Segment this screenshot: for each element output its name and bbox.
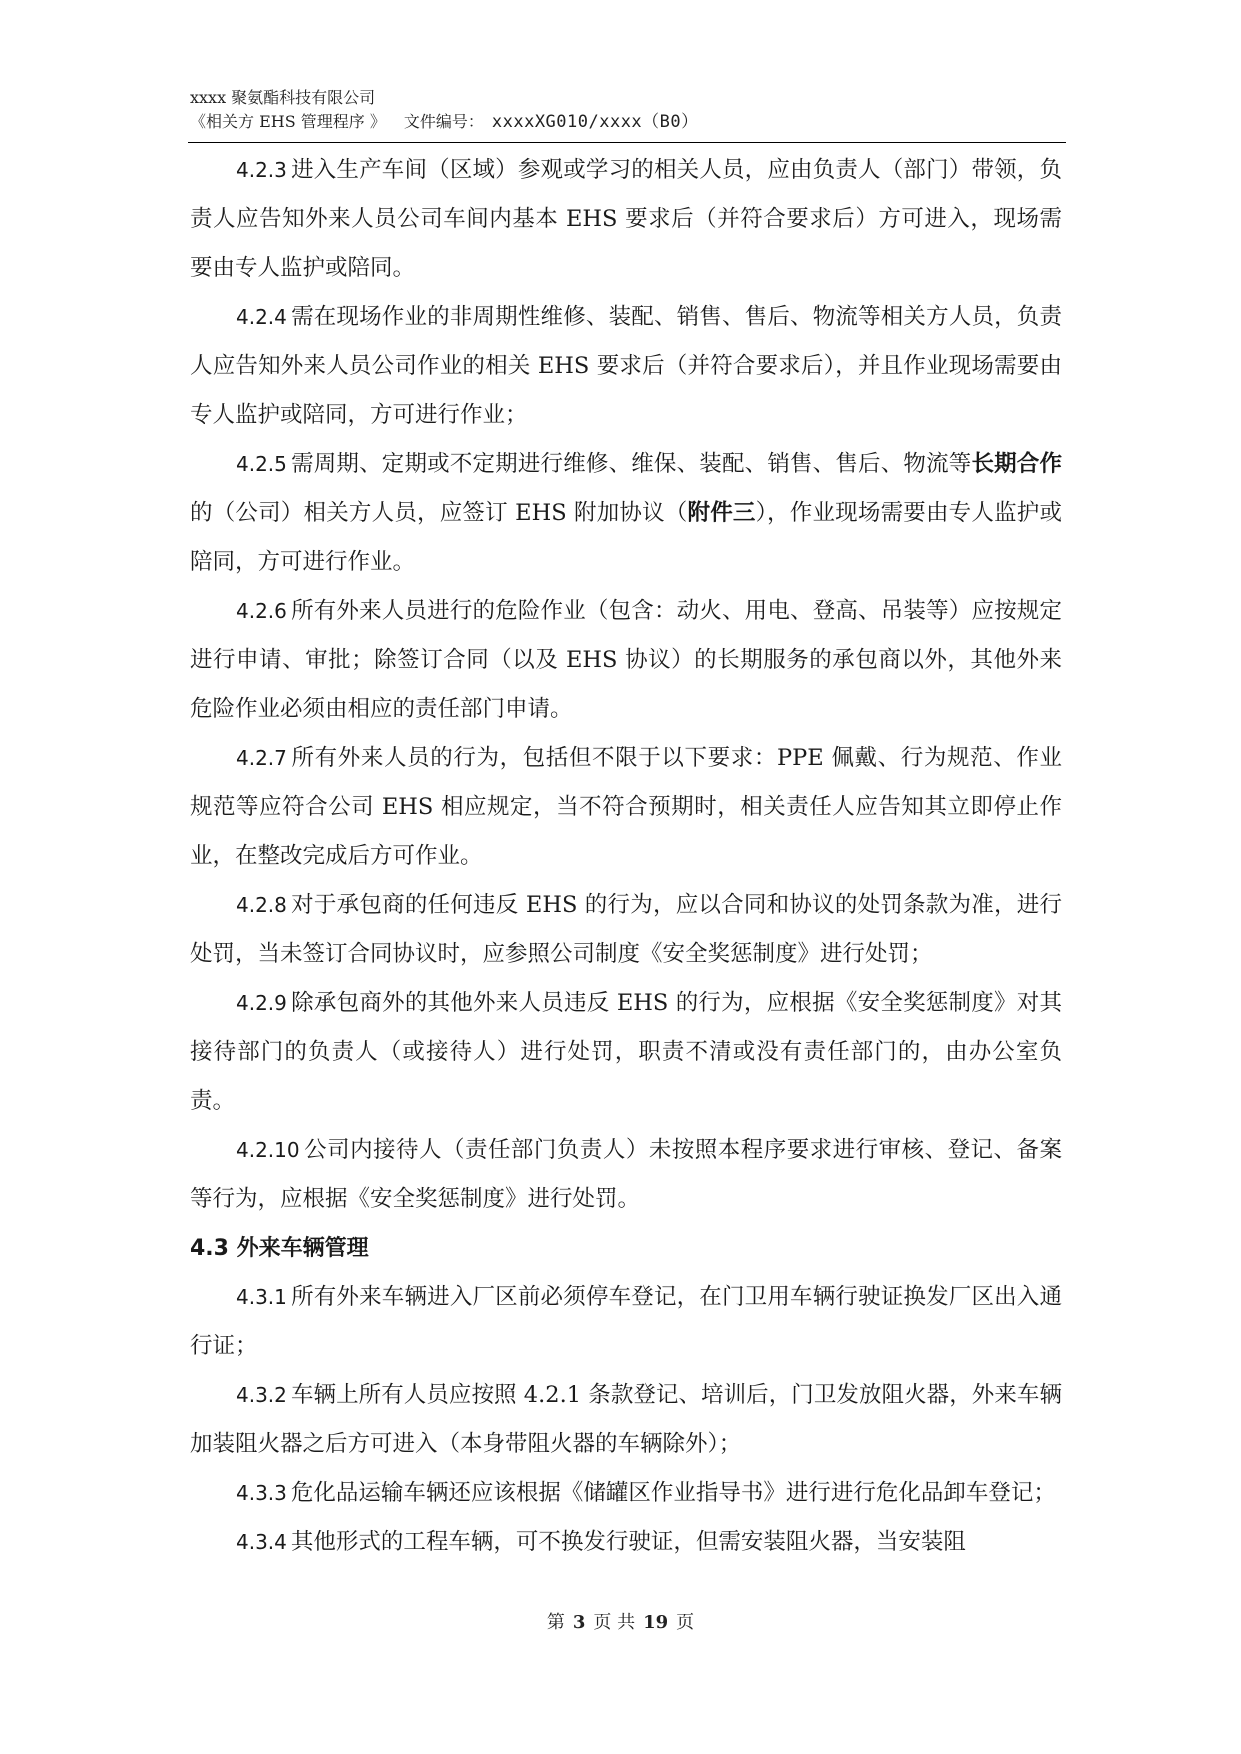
clause-number: 4.2.3 xyxy=(236,158,287,182)
paragraph-text: 对于承包商的任何违反 EHS 的行为，应以合同和协议的处罚条款为准，进行处罚，当未签订合同协议时，应参照公司制度《安全奖惩制度》进行处罚； xyxy=(190,892,1062,967)
document-body xyxy=(190,146,1062,1567)
clause-number: 4.2.4 xyxy=(236,305,287,329)
doc-number-label: 文件编号： xyxy=(403,112,484,131)
paragraph-text: 需周期、定期或不定期进行维修、维保、装配、销售、售后、物流等 xyxy=(290,451,972,477)
company-name: xxxx 聚氨酯科技有限公司 xyxy=(190,88,376,107)
paragraph-4-2-4 xyxy=(190,293,1062,440)
paragraph-4-3-1 xyxy=(190,1273,1062,1371)
section-heading: 4.3 外来车辆管理 xyxy=(190,1236,369,1261)
page-total: 19 xyxy=(643,1612,669,1633)
paragraph-4-3-3 xyxy=(190,1469,1062,1518)
paragraph-4-2-3 xyxy=(190,146,1062,293)
paragraph-text: 其他形式的工程车辆，可不换发行驶证，但需安装阻火器，当安装阻 xyxy=(290,1529,966,1555)
header-doc-line xyxy=(190,110,1066,134)
paragraph-text: 公司内接待人（责任部门负责人）未按照本程序要求进行审核、登记、备案等行为，应根据《安全奖惩制度》进行处罚。 xyxy=(190,1137,1062,1212)
clause-number: 4.2.5 xyxy=(236,452,287,476)
paragraph-text: 所有外来车辆进入厂区前必须停车登记，在门卫用车辆行驶证换发厂区出入通行证； xyxy=(190,1284,1062,1359)
paragraph-text: 除承包商外的其他外来人员违反 EHS 的行为，应根据《安全奖惩制度》对其接待部门的负责人（或接待人）进行处罚，职责不清或没有责任部门的，由办公室负责。 xyxy=(190,990,1062,1114)
clause-number: 4.3.3 xyxy=(236,1481,287,1505)
paragraph-4-2-6 xyxy=(190,587,1062,734)
clause-number: 4.3.4 xyxy=(236,1530,287,1554)
paragraph-text: 车辆上所有人员应按照 4.2.1 条款登记、培训后，门卫发放阻火器，外来车辆加装阻火器之后方可进入（本身带阻火器的车辆除外）； xyxy=(190,1382,1062,1457)
paragraph-text: 所有外来人员的行为，包括但不限于以下要求：PPE 佩戴、行为规范、作业规范等应符合公司 EHS 相应规定，当不符合预期时，相关责任人应告知其立即停止作业，在整改完成后方可作业。 xyxy=(190,745,1062,869)
paragraph-4-3-4 xyxy=(190,1518,1062,1567)
emphasis-long-term: 长期合作 xyxy=(971,451,1062,477)
paragraph-4-2-10 xyxy=(190,1126,1062,1224)
paragraph-4-3-2 xyxy=(190,1371,1062,1469)
page-header xyxy=(190,86,1066,134)
clause-number: 4.3.1 xyxy=(236,1285,287,1309)
clause-number: 4.2.7 xyxy=(236,746,287,770)
paragraph-text: 危化品运输车辆还应该根据《储罐区作业指导书》进行进行危化品卸车登记； xyxy=(290,1480,1056,1506)
clause-number: 4.3.2 xyxy=(236,1383,287,1407)
page-prefix: 第 xyxy=(546,1612,565,1633)
page-footer xyxy=(0,1608,1241,1634)
page-mid: 页 共 xyxy=(593,1612,636,1633)
clause-number: 4.2.9 xyxy=(236,991,287,1015)
paragraph-4-2-9 xyxy=(190,979,1062,1126)
paragraph-text: 进入生产车间（区域）参观或学习的相关人员，应由负责人（部门）带领，负责人应告知外来人员公司车间内基本 EHS 要求后（并符合要求后）方可进入，现场需要由专人监护或陪同。 xyxy=(190,157,1062,281)
page-number: 3 xyxy=(572,1612,586,1633)
clause-number: 4.2.8 xyxy=(236,893,287,917)
page-suffix: 页 xyxy=(676,1612,695,1633)
paragraph-text: 的（公司）相关方人员，应签订 EHS 附加协议（ xyxy=(190,500,688,526)
paragraph-text: 需在现场作业的非周期性维修、装配、销售、售后、物流等相关方人员，负责人应告知外来人员公司作业的相关 EHS 要求后（并符合要求后），并且作业现场需要由专人监护或陪同，方可进行作业； xyxy=(190,304,1062,428)
paragraph-4-2-5 xyxy=(190,440,1062,587)
doc-title: 《相关方 EHS 管理程序 》 xyxy=(190,112,386,131)
clause-number: 4.2.10 xyxy=(236,1138,300,1162)
emphasis-appendix: 附件三 xyxy=(687,500,756,526)
paragraph-text: ），作业现场需要由专人监护或陪同，方可进行作业。 xyxy=(190,500,1062,575)
header-rule xyxy=(188,142,1066,143)
clause-number: 4.2.6 xyxy=(236,599,287,623)
doc-number: xxxxXG010/xxxx（B0） xyxy=(491,112,699,132)
paragraph-4-2-7 xyxy=(190,734,1062,881)
paragraph-4-2-8 xyxy=(190,881,1062,979)
paragraph-text: 所有外来人员进行的危险作业（包含：动火、用电、登高、吊装等）应按规定进行申请、审批；除签订合同（以及 EHS 协议）的长期服务的承包商以外，其他外来危险作业必须由相应的责任部门申请。 xyxy=(190,598,1062,722)
